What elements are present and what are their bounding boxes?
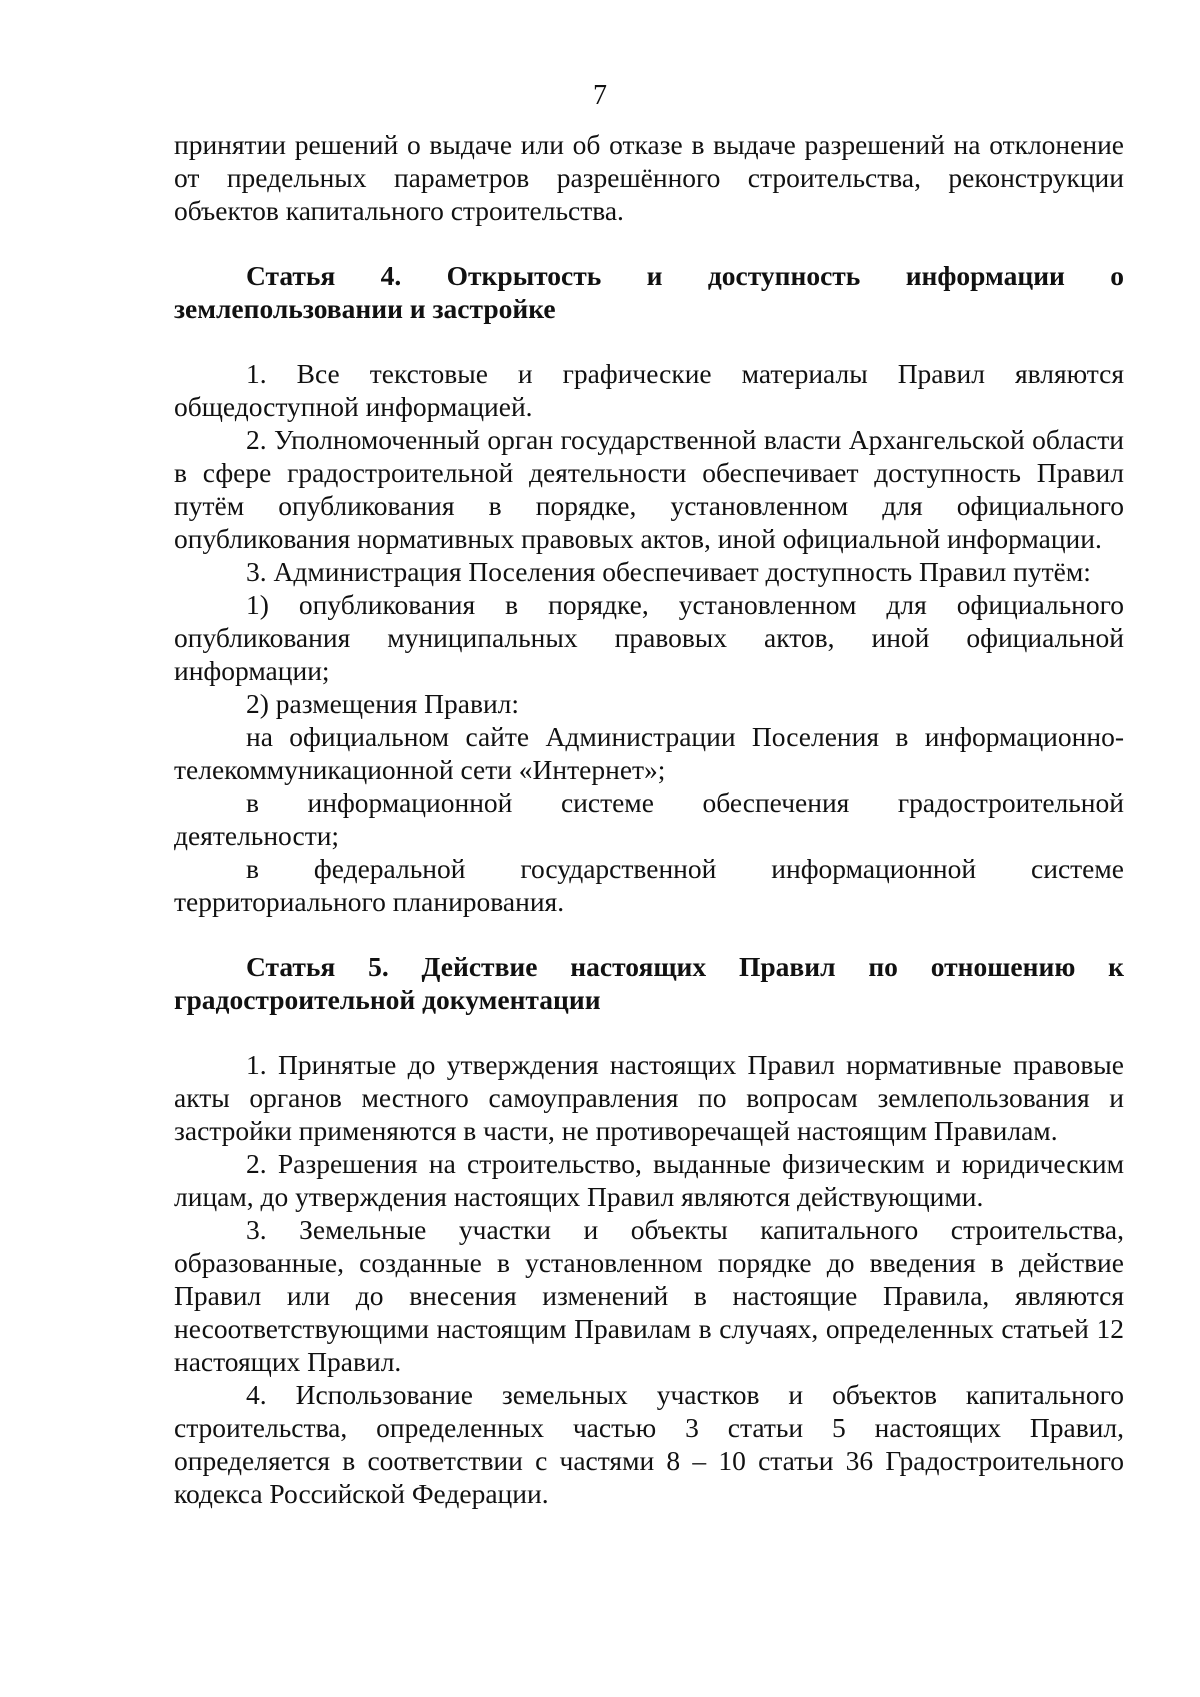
article-5-paragraph-2: 2. Разрешения на строительство, выданные физическим и юридическим лицам, до утверждения настоящих Правил являются действующими. [174,1148,1124,1212]
page-number: 7 [593,80,607,111]
article-4-heading: Статья 4. Открытость и доступность информации о землепользовании и застройке [174,260,1124,324]
article-4-item-3-2: 2) размещения Правил: [246,688,520,719]
article-4-paragraph-1: 1. Все текстовые и графические материалы Правил являются общедоступной информацией. [174,358,1124,422]
article-4-item-3-1: 1) опубликования в порядке, установленном для официального опубликования муниципальных правовых актов, иной официальной информации; [174,589,1124,686]
article-5 [174,950,1124,1510]
article-5-paragraph-1: 1. Принятые до утверждения настоящих Правил нормативные правовые акты органов местного самоуправления по вопросам землепользования и застройки применяются в части, не противоречащей настоящим Правилам. [174,1049,1124,1146]
article-5-heading: Статья 5. Действие настоящих Правил по отношению к градостроительной документации [174,951,1124,1015]
article-4 [174,259,1124,918]
article-4-paragraph-2: 2. Уполномоченный орган государственной власти Архангельской области в сфере градостроительной деятельности обеспечивает доступность Правил путём опубликования в порядке, установленном для официального опубликования нормативных правовых актов, иной официальной информации. [174,424,1124,554]
article-5-paragraph-3: 3. Земельные участки и объекты капитального строительства, образованные, созданные в установленном порядке до введения в действие Правил или до внесения изменений в настоящие Правила, являются несоответствующими настоящим Правилам в случаях, определенных статьей 12 настоящих Правил. [174,1214,1124,1377]
article-4-item-3-2-website: на официальном сайте Администрации Поселения в информационно-телекоммуникационной сети «Интернет»; [174,721,1124,785]
article-5-paragraph-4: 4. Использование земельных участков и объектов капитального строительства, определенных частью 3 статьи 5 настоящих Правил, определяется в соответствии с частями 8 – 10 статьи 36 Градостроительного кодекса Российской Федерации. [174,1379,1124,1509]
document-body [174,128,1124,1510]
article-4-item-3-2-fgis: в федеральной государственной информационной системе территориального планирования. [174,853,1124,917]
intro-continuation-paragraph: принятии решений о выдаче или об отказе в выдаче разрешений на отклонение от предельных параметров разрешённого строительства, реконструкции объектов капитального строительства. [174,129,1124,226]
article-4-paragraph-3: 3. Администрация Поселения обеспечивает доступность Правил путём: [246,556,1091,587]
article-4-item-3-2-isogd: в информационной системе обеспечения градостроительной деятельности; [174,787,1124,851]
